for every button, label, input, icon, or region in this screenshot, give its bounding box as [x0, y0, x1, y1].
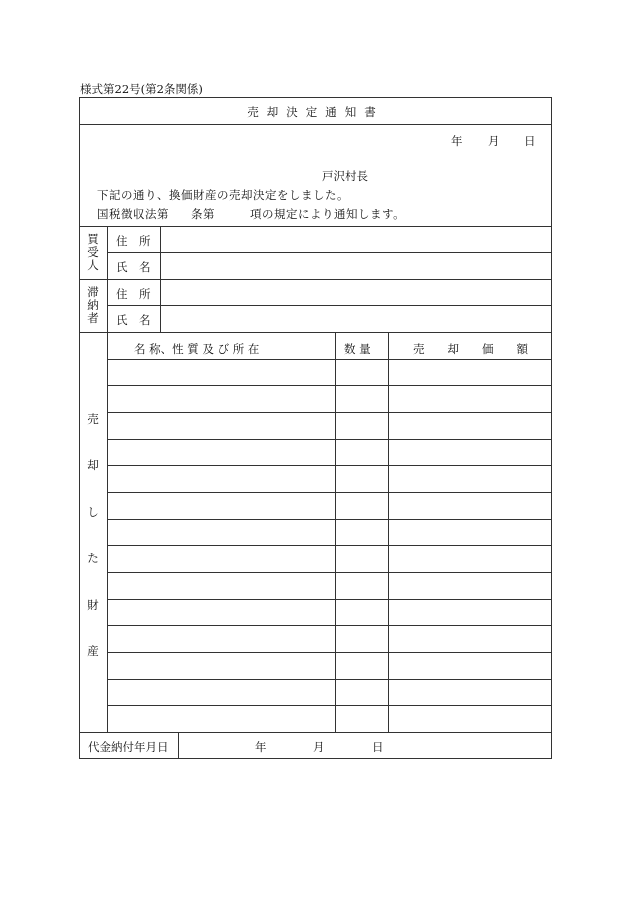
- table-row-divider: [107, 545, 552, 546]
- property-price-cell: [391, 391, 549, 410]
- property-quantity-cell: [338, 685, 386, 704]
- vline-field-label: [160, 226, 161, 332]
- notice-text-line1: 下記の通り、換価財産の売却決定をしました。: [97, 188, 349, 202]
- payment-day-label: 日: [372, 740, 384, 754]
- table-row-divider: [107, 385, 552, 386]
- property-quantity-cell: [338, 525, 386, 544]
- divider-buyer-mid: [107, 252, 552, 253]
- table-row-divider: [107, 705, 552, 706]
- delinquent-section-label: 滞 納 者: [87, 285, 99, 325]
- notice-text-line2-suffix: 項の規定により通知します。: [250, 207, 406, 221]
- property-price-cell: [391, 605, 549, 624]
- form-number: 様式第22号(第2条関係): [80, 82, 203, 96]
- header-property-name: 名 称、性 質 及 び 所 在: [134, 342, 260, 356]
- header-quantity: 数 量: [344, 342, 371, 356]
- property-section-char-1: 売: [87, 412, 99, 426]
- property-quantity-cell: [338, 418, 386, 437]
- delinquent-name-label: 氏 名: [116, 313, 151, 327]
- payment-year-label: 年: [255, 740, 267, 754]
- property-quantity-cell: [338, 631, 386, 650]
- table-row-divider: [107, 652, 552, 653]
- buyer-name-label: 氏 名: [116, 260, 151, 274]
- notice-text-line2-prefix: 国税徴収法第: [97, 207, 169, 221]
- property-name-cell: [110, 605, 332, 624]
- property-price-cell: [391, 445, 549, 464]
- property-section-char-5: 財: [87, 598, 99, 612]
- table-row-divider: [107, 625, 552, 626]
- buyer-address-label: 住 所: [116, 234, 151, 248]
- property-name-cell: [110, 445, 332, 464]
- property-price-cell: [391, 551, 549, 570]
- property-price-cell: [391, 658, 549, 677]
- property-section-char-2: 却: [87, 458, 99, 472]
- property-name-cell: [110, 418, 332, 437]
- divider-buyer-top: [79, 226, 552, 227]
- table-row-divider: [107, 572, 552, 573]
- buyer-section-label: 買 受 人: [87, 232, 99, 272]
- payment-date-label: 代金納付年月日: [88, 740, 169, 754]
- delinquent-address-label: 住 所: [116, 287, 151, 301]
- property-name-cell: [110, 525, 332, 544]
- date-month-label: 月: [488, 134, 500, 148]
- property-quantity-cell: [338, 471, 386, 490]
- table-row-divider: [107, 679, 552, 680]
- property-quantity-cell: [338, 605, 386, 624]
- property-name-cell: [110, 498, 332, 517]
- property-price-cell: [391, 498, 549, 517]
- property-price-cell: [391, 631, 549, 650]
- header-sale-price: 売 却 価 額: [413, 342, 528, 356]
- divider-title: [79, 124, 552, 125]
- property-quantity-cell: [338, 658, 386, 677]
- property-section-char-3: し: [87, 505, 99, 519]
- property-quantity-cell: [338, 365, 386, 384]
- property-name-cell: [110, 685, 332, 704]
- property-quantity-cell: [338, 391, 386, 410]
- property-price-cell: [391, 685, 549, 704]
- vline-footer: [178, 732, 179, 759]
- property-price-cell: [391, 365, 549, 384]
- table-row-divider: [107, 412, 552, 413]
- date-year-label: 年: [451, 134, 463, 148]
- date-day-label: 日: [524, 134, 536, 148]
- divider-delinquent-top: [79, 279, 552, 280]
- property-section-char-4: た: [87, 551, 99, 565]
- table-row-divider: [107, 599, 552, 600]
- property-name-cell: [110, 551, 332, 570]
- table-row-divider: [107, 439, 552, 440]
- property-name-cell: [110, 578, 332, 597]
- vline-section-label: [107, 226, 108, 732]
- property-price-cell: [391, 711, 549, 730]
- table-row-divider: [107, 465, 552, 466]
- property-quantity-cell: [338, 551, 386, 570]
- vline-price: [388, 332, 389, 732]
- property-quantity-cell: [338, 711, 386, 730]
- property-name-cell: [110, 711, 332, 730]
- divider-delinquent-mid: [107, 305, 552, 306]
- property-name-cell: [110, 365, 332, 384]
- payment-month-label: 月: [313, 740, 325, 754]
- property-price-cell: [391, 418, 549, 437]
- form-title: 売却決定通知書: [247, 105, 384, 119]
- divider-footer: [79, 732, 552, 733]
- property-name-cell: [110, 631, 332, 650]
- property-section-char-6: 産: [87, 644, 99, 658]
- issuer-name: 戸沢村長: [322, 169, 368, 183]
- property-price-cell: [391, 525, 549, 544]
- property-price-cell: [391, 471, 549, 490]
- divider-property-top: [79, 332, 552, 333]
- property-name-cell: [110, 658, 332, 677]
- property-quantity-cell: [338, 498, 386, 517]
- property-price-cell: [391, 578, 549, 597]
- property-name-cell: [110, 391, 332, 410]
- property-quantity-cell: [338, 578, 386, 597]
- property-quantity-cell: [338, 445, 386, 464]
- vline-quantity: [335, 332, 336, 732]
- table-row-divider: [107, 492, 552, 493]
- table-row-divider: [107, 519, 552, 520]
- notice-text-line2-article: 条第: [191, 207, 215, 221]
- property-name-cell: [110, 471, 332, 490]
- table-row-divider: [107, 359, 552, 360]
